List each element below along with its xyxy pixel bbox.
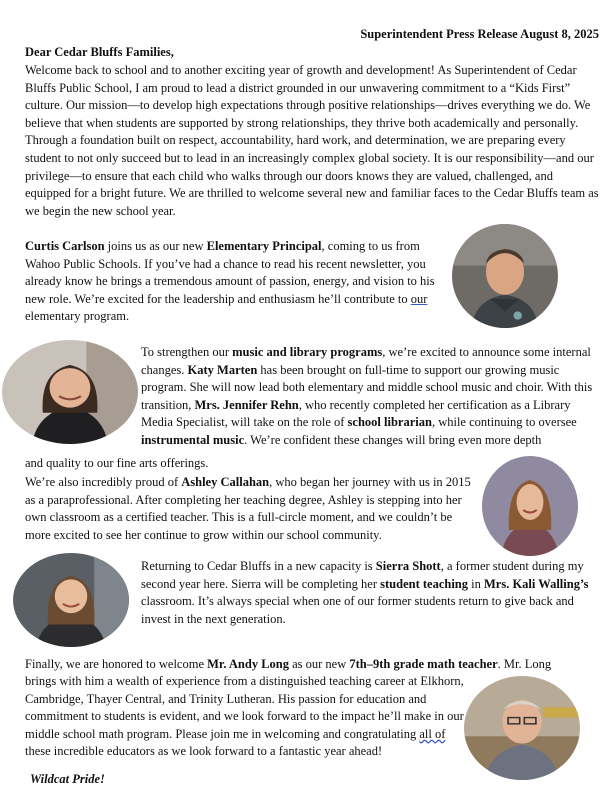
long-paragraph-first-line [25, 656, 605, 674]
shott-paragraph [141, 558, 601, 628]
all-of-underline: all of [419, 726, 446, 741]
shott-name: Sierra Shott [375, 559, 441, 573]
carlson-text-3: elementary program. [25, 309, 130, 324]
librarian-role: school librarian [347, 415, 432, 430]
callahan-photo [482, 456, 578, 556]
callahan-paragraph [25, 474, 480, 544]
shott-text-3: in [468, 576, 484, 591]
wildcat-pride-signoff: Wildcat Pride! [30, 772, 105, 786]
long-text-rest-2: these incredible educators as we look forward to a fantastic year ahead! [25, 744, 383, 759]
student-teaching: student teaching [380, 576, 469, 591]
music-paragraph-end: and quality to our fine arts offerings. [25, 456, 209, 470]
walling-name: Mrs. Kali Walling’s [484, 576, 589, 591]
music-text-6: . We’re confident these changes will bring even more depth [244, 432, 542, 447]
callahan-text-2: , who began her journey with us in 2015 as a paraprofessional. After completing her teaching degree, Ashley is stepping into her own classroom as a certified teacher. This is a full-circle moment, and we couldn’t be more excited to see her continue to grow within our school community. [25, 475, 471, 542]
shott-text-1: Returning to Cedar Bluffs in a new capacity is [141, 559, 376, 573]
carlson-text-1: joins us as our new [104, 239, 207, 253]
marten-photo [2, 340, 138, 444]
greeting: Dear Cedar Bluffs Families, [25, 45, 174, 59]
music-library-paragraph [141, 344, 601, 450]
carlson-paragraph [25, 238, 443, 326]
long-text-rest: brings with him a wealth of experience from a distinguished teaching career at Elkhorn, Cambridge, Thayer Central, and Trinity Lutheran. His passion for education and commitment to students is evident, and we look forward to the impact he’ll make in our middle school math program. Please join me in welcoming and congratulating [25, 674, 464, 741]
carlson-photo [452, 224, 558, 328]
shott-text-4: classroom. It’s always special when one of our former students return to give back and invest in the next generation. [141, 594, 574, 626]
long-photo [464, 676, 580, 780]
callahan-text-1: We’re also incredibly proud of [25, 475, 182, 489]
press-release-heading: Superintendent Press Release August 8, 2025 [360, 27, 599, 41]
long-name: Mr. Andy Long [207, 657, 289, 671]
callahan-name: Ashley Callahan [181, 475, 270, 489]
music-programs: music and library programs [232, 345, 383, 359]
music-text-1: To strengthen our [141, 345, 233, 359]
music-text-5: , while continuing to oversee [431, 415, 577, 430]
rehn-name: Mrs. Jennifer Rehn [194, 397, 299, 412]
instrumental-music: instrumental music [141, 432, 245, 447]
long-text-2: as our new [288, 657, 350, 671]
shott-text-2: , a former student during my second year here. Sierra will be completing her [141, 559, 584, 591]
long-text-3: . Mr. Long [497, 657, 552, 671]
carlson-role: Elementary Principal [206, 239, 322, 253]
intro-paragraph: Welcome back to school and to another exciting year of growth and development! As Superintendent of Cedar Bluffs Public School, I am proud to lead a district grounded in our unwavering commitment to a “Kids First” culture. Our mission—to develop high expectations through positive relationships—drives everything we do. We believe that when students are supported by strong relationships, they thrive both academically and personally. Through a foundation built on respect, accountability, hard work, and determination, we are preparing every student to not only succeed but to lead in an increasingly complex global society. It is our responsibility—and our privilege—to ensure that each child who walks through our doors knows they are valued, challenged, and equipped for a bright future. We are thrilled to welcome several new and familiar faces to the Cedar Bluffs team as we begin the new school year. [25, 63, 599, 218]
marten-name: Katy Marten [187, 362, 258, 377]
long-text-1: Finally, we are honored to welcome [25, 657, 208, 671]
long-role: 7th–9th grade math teacher [349, 657, 498, 671]
music-text-3: has been brought on full-time to support our growing music program. She will now lead both elementary and middle school music and choir. With this transition, [141, 362, 593, 412]
music-text-4: , who recently completed her certification as a Library Media Specialist, will take on the role of [141, 397, 571, 430]
shott-photo [13, 553, 129, 647]
carlson-name: Curtis Carlson [25, 239, 105, 253]
our-link-underline: our [410, 291, 428, 306]
music-text-2: , we’re excited to announce some internal changes. [141, 345, 591, 377]
long-paragraph [25, 673, 465, 761]
carlson-text-2: , coming to us from Wahoo Public Schools. If you’ve had a chance to read his recent newsletter, you already know he brings a tremendous amount of passion, energy, and vision to his new role. We’re excited for the leadership and enthusiasm he’ll contribute to [25, 239, 435, 306]
